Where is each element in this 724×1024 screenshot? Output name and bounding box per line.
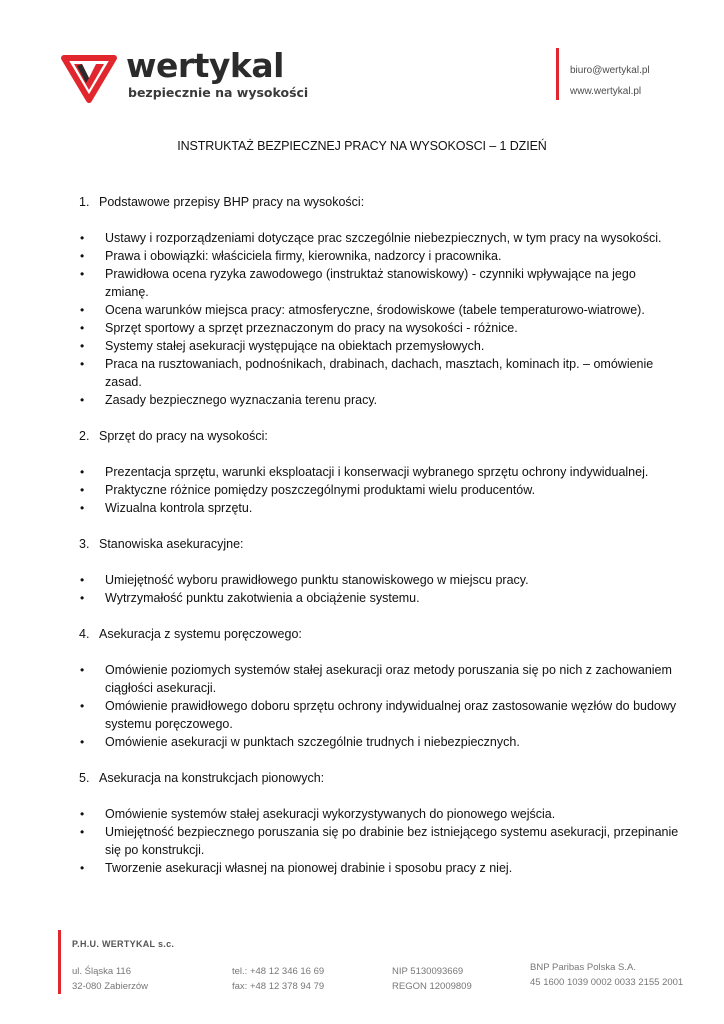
bullet-item: • Omówienie asekuracji w punktach szczególnie trudnych i niebezpiecznych. bbox=[79, 733, 679, 751]
bullet-item: • Ustawy i rozporządzeniami dotyczące prac szczególnie niebezpiecznych, w tym pracy na wysokości. bbox=[79, 229, 679, 247]
wertykal-emblem-icon bbox=[60, 52, 118, 104]
section-number: 4. bbox=[79, 627, 90, 641]
header-contact bbox=[570, 60, 650, 102]
logo-tagline: bezpiecznie na wysokości bbox=[128, 85, 309, 100]
section-heading-text: Asekuracja na konstrukcjach pionowych: bbox=[99, 771, 325, 785]
footer-bank-name: BNP Paribas Polska S.A. bbox=[530, 962, 636, 973]
logo-wordmark: wertykal bbox=[126, 46, 284, 85]
section-heading-text: Podstawowe przepisy BHP pracy na wysokości: bbox=[99, 195, 365, 209]
section-heading-text: Asekuracja z systemu poręczowego: bbox=[99, 627, 302, 641]
bullet-item: • Sprzęt sportowy a sprzęt przeznaczonym do pracy na wysokości - różnice. bbox=[79, 319, 679, 337]
footer-accent-bar bbox=[58, 930, 61, 994]
bullet-item: • Omówienie prawidłowego doboru sprzętu ochrony indywidualnej oraz zastosowanie węzłów do budowy systemu poręczowego. bbox=[79, 697, 679, 733]
section-heading bbox=[79, 535, 679, 553]
bullet-item: • Praca na rusztowaniach, podnośnikach, drabinach, dachach, masztach, kominach itp. – omówienie zasad. bbox=[79, 355, 679, 391]
section-bullet-list bbox=[79, 571, 679, 607]
section-heading bbox=[79, 625, 679, 643]
company-logo bbox=[60, 44, 310, 110]
footer-nip: NIP 5130093669 bbox=[392, 966, 464, 977]
footer-bank bbox=[530, 960, 683, 990]
bullet-item: • Praktyczne różnice pomiędzy poszczególnymi produktami wielu producentów. bbox=[79, 481, 679, 499]
bullet-item: • Wizualna kontrola sprzętu. bbox=[79, 499, 679, 517]
section-number: 1. bbox=[79, 195, 90, 209]
bullet-item: • Ocena warunków miejsca pracy: atmosferyczne, środowiskowe (tabele temperaturowo-wiatrowe). bbox=[79, 301, 679, 319]
bullet-item: • Omówienie poziomych systemów stałej asekuracji oraz metody poruszania się po nich z zachowaniem ciągłości asekuracji. bbox=[79, 661, 679, 697]
section-heading bbox=[79, 769, 679, 787]
bullet-item: • Zasady bezpiecznego wyznaczania terenu pracy. bbox=[79, 391, 679, 409]
section-number: 5. bbox=[79, 771, 90, 785]
section-heading bbox=[79, 193, 679, 211]
header-accent-bar bbox=[556, 48, 559, 100]
section-bullet-list bbox=[79, 463, 679, 517]
section-bullet-list bbox=[79, 661, 679, 751]
footer-address-line1: ul. Śląska 116 bbox=[72, 966, 131, 977]
section-heading-text: Sprzęt do pracy na wysokości: bbox=[99, 429, 268, 443]
bullet-item: • Systemy stałej asekuracji występujące na obiektach przemysłowych. bbox=[79, 337, 679, 355]
footer-tel: tel.: +48 12 346 16 69 bbox=[232, 966, 325, 977]
sections-list bbox=[79, 193, 679, 895]
section-bullet-list bbox=[79, 805, 679, 877]
footer-registry bbox=[392, 964, 472, 994]
bullet-item: • Omówienie systemów stałej asekuracji wykorzystywanych do pionowego wejścia. bbox=[79, 805, 679, 823]
footer-address-line2: 32-080 Zabierzów bbox=[72, 981, 149, 992]
bullet-item: • Prezentacja sprzętu, warunki eksploatacji i konserwacji wybranego sprzętu ochrony indywidualnej. bbox=[79, 463, 679, 481]
header-website-link[interactable]: www.wertykal.pl bbox=[570, 86, 642, 97]
footer-fax: fax: +48 12 378 94 79 bbox=[232, 981, 325, 992]
header-email-link[interactable]: biuro@wertykal.pl bbox=[570, 65, 650, 76]
bullet-item: • Umiejętność bezpiecznego poruszania się po drabinie bez istniejącego systemu asekuracji, przepinanie się po konstrukcji. bbox=[79, 823, 679, 859]
section-bullet-list bbox=[79, 229, 679, 409]
section-number: 3. bbox=[79, 537, 90, 551]
document-title: INSTRUKTAŻ BEZPIECZNEJ PRACY NA WYSOKOSCI – 1 DZIEŃ bbox=[177, 139, 547, 153]
footer-address bbox=[72, 964, 148, 994]
footer-company-name: P.H.U. WERTYKAL s.c. bbox=[72, 939, 175, 949]
section-heading bbox=[79, 427, 679, 445]
bullet-item: • Prawa i obowiązki: właściciela firmy, kierownika, nadzorcy i pracownika. bbox=[79, 247, 679, 265]
section-heading-text: Stanowiska asekuracyjne: bbox=[99, 537, 244, 551]
document-body bbox=[79, 193, 679, 895]
bullet-item: • Prawidłowa ocena ryzyka zawodowego (instruktaż stanowiskowy) - czynniki wpływające na jego zmianę. bbox=[79, 265, 679, 301]
bullet-item: • Umiejętność wyboru prawidłowego punktu stanowiskowego w miejscu pracy. bbox=[79, 571, 679, 589]
footer-phone bbox=[232, 964, 324, 994]
bullet-item: • Tworzenie asekuracji własnej na pionowej drabinie i sposobu pracy z niej. bbox=[79, 859, 679, 877]
bullet-item: • Wytrzymałość punktu zakotwienia a obciążenie systemu. bbox=[79, 589, 679, 607]
footer-regon: REGON 12009809 bbox=[392, 981, 472, 992]
footer-bank-account: 45 1600 1039 0002 0033 2155 2001 bbox=[530, 977, 684, 988]
section-number: 2. bbox=[79, 429, 90, 443]
